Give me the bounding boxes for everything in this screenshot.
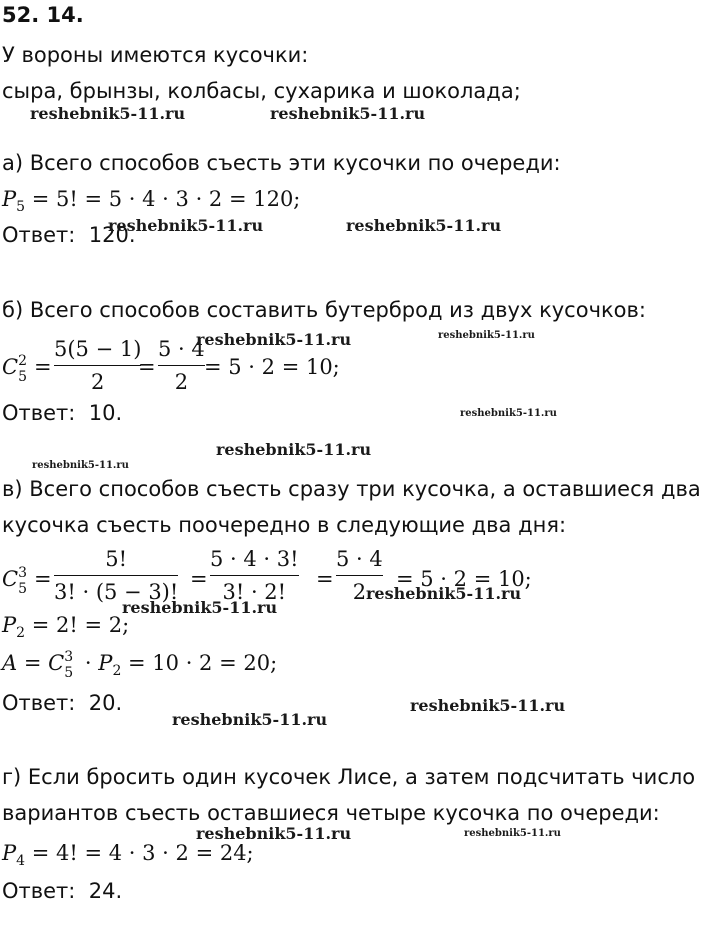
part-c-answer — [2, 690, 122, 716]
part-c-a-formula: A = C 3 5 · $P_2 = 10 \cdot 2 = 20$; — [2, 649, 278, 681]
part-d-text-1: г) Если бросить один кусочек Лисе, а затем подсчитать число — [2, 765, 696, 789]
part-b-tail: = 5 · 2 = 10; — [204, 355, 340, 379]
watermark: reshebnik5-11.ru — [460, 408, 557, 419]
answer-value: 10. — [88, 401, 123, 425]
part-c-text-2: кусочка съесть поочередно в следующие два дня: — [2, 513, 567, 537]
watermark: reshebnik5-11.ru — [366, 584, 522, 603]
watermark: reshebnik5-11.ru — [196, 824, 352, 843]
watermark: reshebnik5-11.ru — [196, 330, 352, 349]
part-b-c-symbol: C 2 5 — [2, 353, 27, 385]
answer-value: 120. — [88, 223, 136, 247]
answer-label: Ответ: — [2, 691, 76, 715]
watermark: reshebnik5-11.ru — [464, 828, 561, 839]
equals-sign: = — [34, 567, 52, 591]
part-b-text: б) Всего способов составить бутерброд из двух кусочков: — [2, 298, 646, 322]
answer-label: Ответ: — [2, 223, 76, 247]
watermark: reshebnik5-11.ru — [438, 330, 535, 341]
part-b-fraction-2: 5 · 4 2 — [158, 337, 205, 394]
answer-value: 24. — [88, 879, 123, 903]
part-c-fraction-3: 5 · 4 2 — [336, 547, 383, 604]
part-c-text-1: в) Всего способов съесть сразу три кусочка, а оставшиеся два — [2, 477, 701, 501]
part-c-fraction-2: 5 · 4 · 3! 3! · 2! — [210, 547, 299, 604]
watermark: reshebnik5-11.ru — [122, 598, 278, 617]
intro-line-2: сыра, брынзы, колбасы, сухарика и шоколада; — [2, 79, 521, 103]
part-b-fraction-1: 5(5 − 1) 2 — [54, 337, 142, 394]
part-d-formula: $P_4 = 4$! = 4 · 3 · 2 = 24; — [2, 841, 254, 869]
part-c-fraction-1: 5! 3! · (5 − 3)! — [54, 547, 179, 604]
watermark: reshebnik5-11.ru — [410, 696, 566, 715]
watermark: reshebnik5-11.ru — [172, 710, 328, 729]
watermark: reshebnik5-11.ru — [270, 104, 426, 123]
part-c-c-symbol: C 3 5 — [2, 565, 27, 597]
watermark: reshebnik5-11.ru — [30, 104, 186, 123]
equals-sign: = — [316, 567, 334, 591]
part-c-p2-formula: $P_2 = 2$! = 2; — [2, 613, 130, 641]
equals-sign: = — [138, 355, 156, 379]
watermark: reshebnik5-11.ru — [108, 216, 264, 235]
equals-sign: = — [190, 567, 208, 591]
watermark: reshebnik5-11.ru — [216, 440, 372, 459]
part-a-text: а) Всего способов съесть эти кусочки по очереди: — [2, 151, 561, 175]
watermark: reshebnik5-11.ru — [346, 216, 502, 235]
part-a-formula: $P_5 = 5$! = 5 · 4 · 3 · 2 = 120; — [2, 187, 301, 215]
problem-number: 52. 14. — [2, 3, 84, 27]
intro-line-1: У вороны имеются кусочки: — [2, 43, 309, 67]
equals-sign: = — [34, 355, 52, 379]
answer-label: Ответ: — [2, 401, 76, 425]
part-b-answer — [2, 400, 122, 426]
answer-value: 20. — [88, 691, 123, 715]
watermark: reshebnik5-11.ru — [32, 460, 129, 471]
answer-label: Ответ: — [2, 879, 76, 903]
part-c-tail: = 5 · 2 = 10; — [396, 567, 532, 591]
part-d-text-2: вариантов съесть оставшиеся четыре кусочка по очереди: — [2, 801, 660, 825]
part-d-answer — [2, 878, 122, 904]
